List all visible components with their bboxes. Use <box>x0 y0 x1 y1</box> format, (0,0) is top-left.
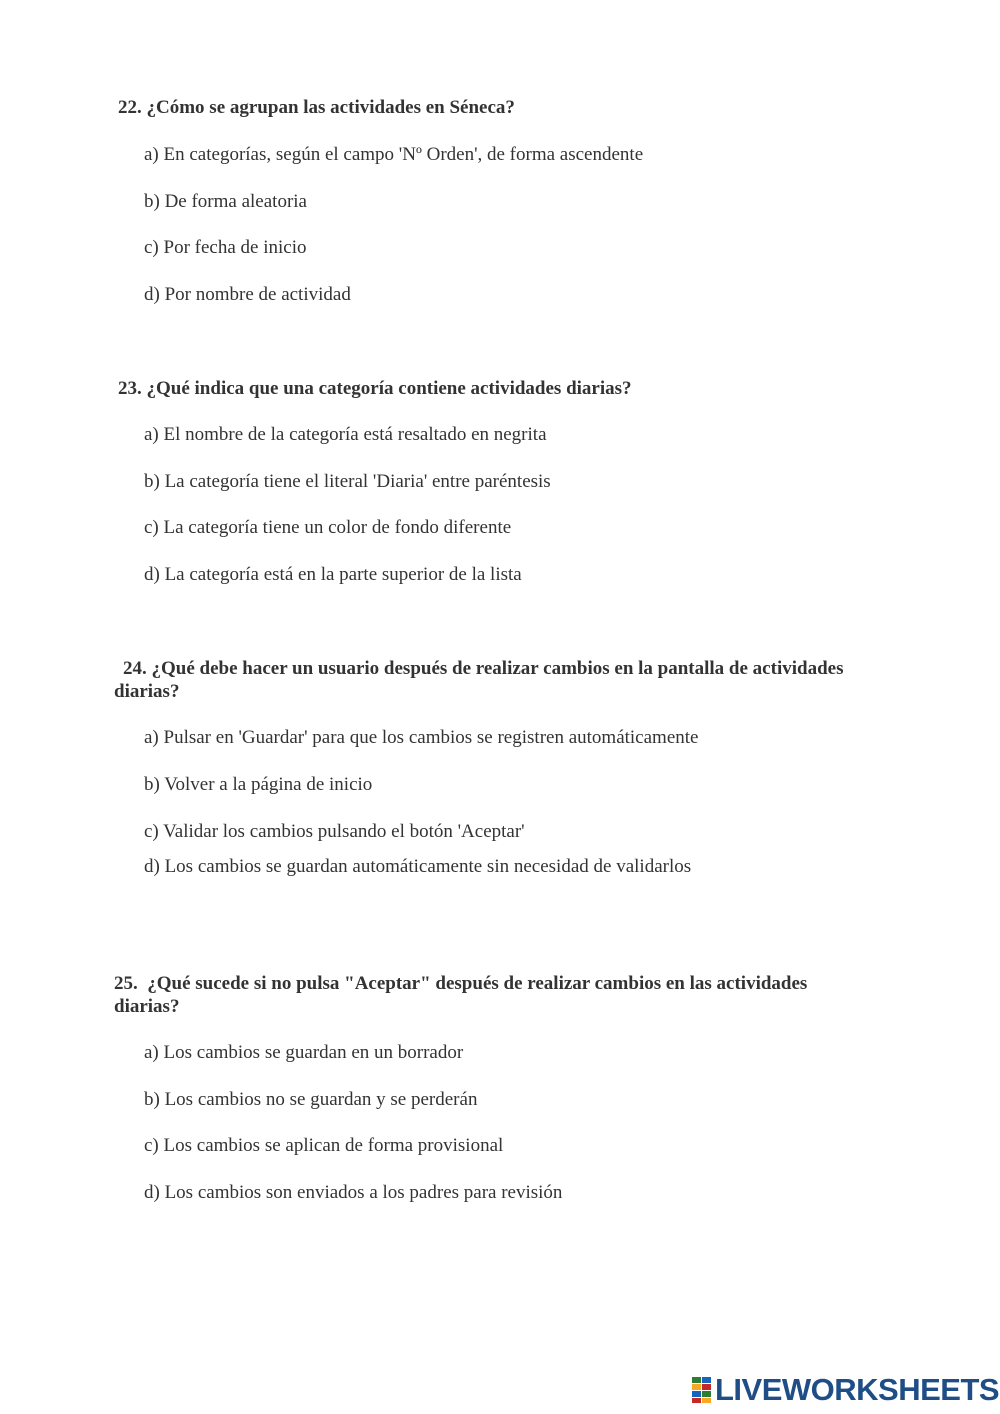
question-23-option-a: a) El nombre de la categoría está resaltado en negrita <box>144 424 547 445</box>
question-25-option-b: b) Los cambios no se guardan y se perderán <box>144 1089 478 1110</box>
question-23-option-d: d) La categoría está en la parte superior de la lista <box>144 564 522 585</box>
question-25-option-a: a) Los cambios se guardan en un borrador <box>144 1042 464 1063</box>
question-25-title: 25. ¿Qué sucede si no pulsa "Aceptar" después de realizar cambios en las actividades diarias? <box>114 973 813 1017</box>
question-24-title: 24. ¿Qué debe hacer un usuario después de realizar cambios en la pantalla de actividades diarias? <box>114 658 844 702</box>
liveworksheets-logo <box>692 1374 999 1406</box>
question-24-option-a: a) Pulsar en 'Guardar' para que los cambios se registren automáticamente <box>144 727 699 748</box>
question-22-option-d: d) Por nombre de actividad <box>144 284 351 305</box>
question-22-option-a: a) En categorías, según el campo 'Nº Orden', de forma ascendente <box>144 144 644 165</box>
question-25-option-d: d) Los cambios son enviados a los padres para revisión <box>144 1182 563 1203</box>
question-23-option-c: c) La categoría tiene un color de fondo diferente <box>144 517 512 538</box>
liveworksheets-brand-text: LIVEWORKSHEETS <box>715 1372 1000 1407</box>
question-24-option-c: c) Validar los cambios pulsando el botón 'Aceptar' <box>144 821 525 842</box>
question-23-option-b: b) La categoría tiene el literal 'Diaria' entre paréntesis <box>144 471 551 492</box>
question-24-option-b: b) Volver a la página de inicio <box>144 774 373 795</box>
liveworksheets-logo-icon <box>692 1377 712 1403</box>
question-24-option-d: d) Los cambios se guardan automáticamente sin necesidad de validarlos <box>144 856 692 877</box>
question-23-title: 23. ¿Qué indica que una categoría contiene actividades diarias? <box>118 378 632 399</box>
question-25-option-c: c) Los cambios se aplican de forma provisional <box>144 1135 504 1156</box>
question-22-option-c: c) Por fecha de inicio <box>144 237 307 258</box>
question-22-title: 22. ¿Cómo se agrupan las actividades en Séneca? <box>118 97 515 118</box>
question-22-option-b: b) De forma aleatoria <box>144 191 307 212</box>
